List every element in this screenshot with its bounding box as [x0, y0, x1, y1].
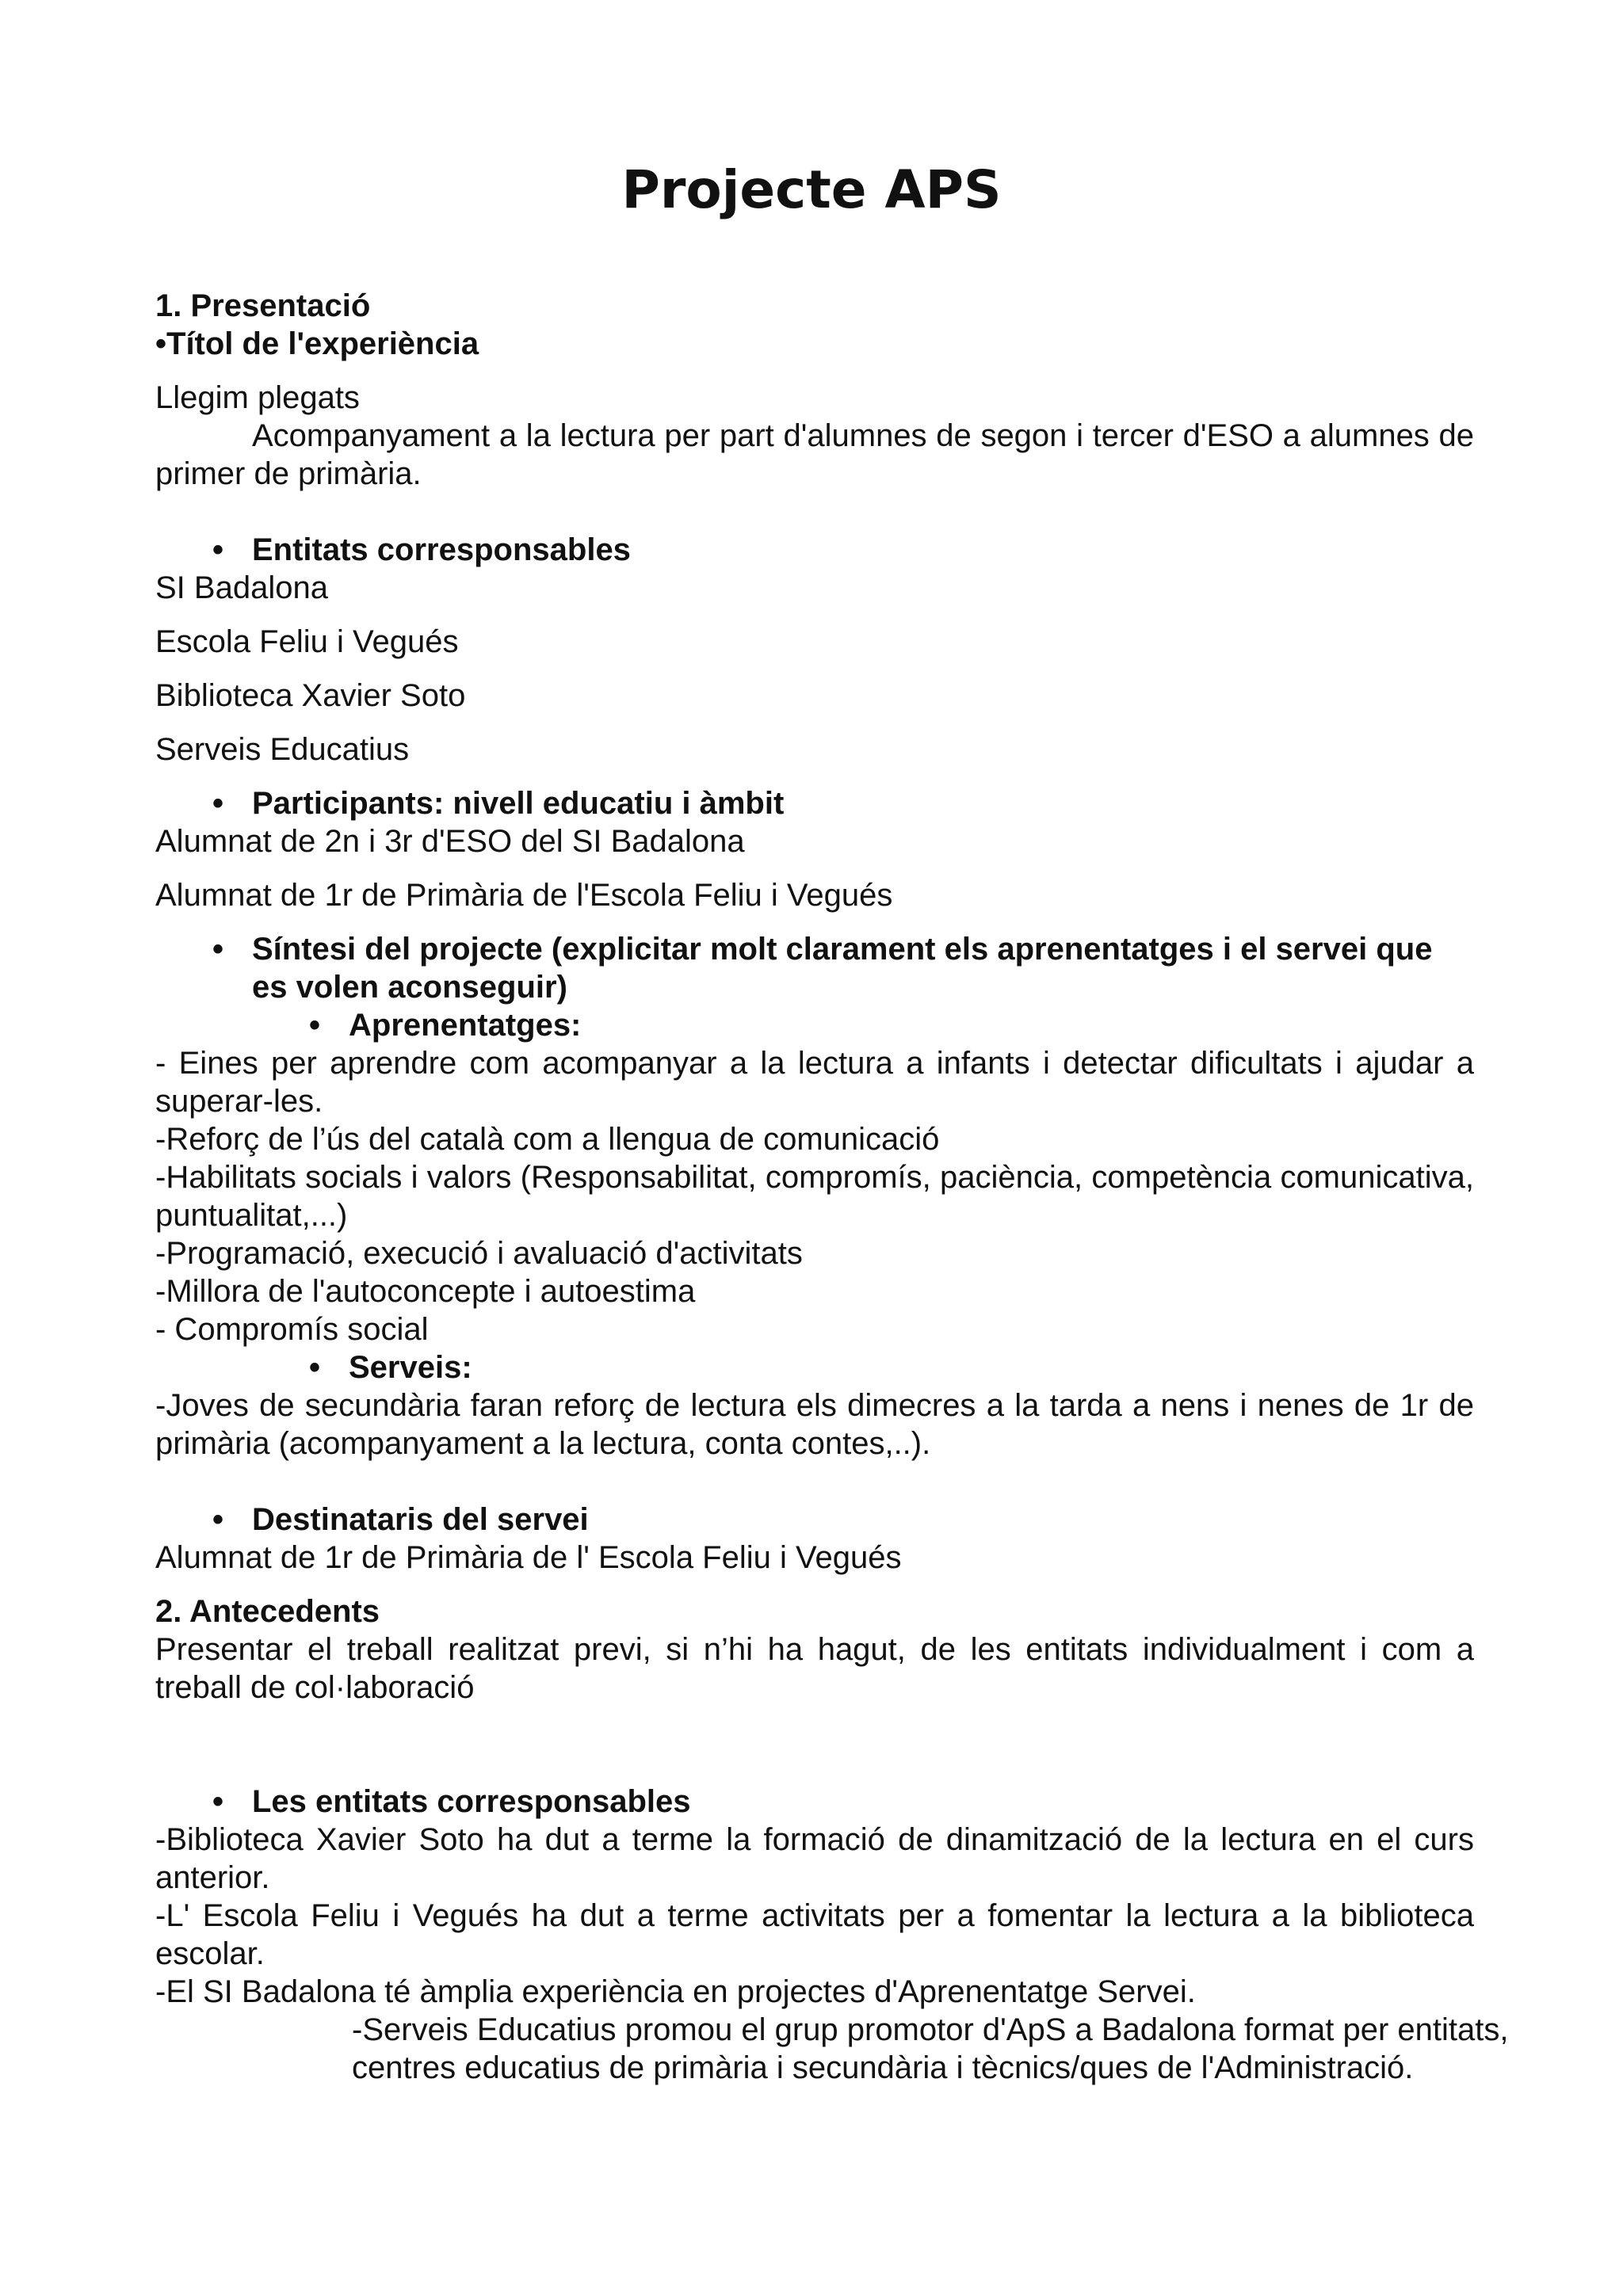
- experience-title: Llegim plegats: [155, 380, 360, 415]
- les-entitats-heading-text: Les entitats corresponsables: [252, 1784, 691, 1819]
- bullet-icon: •: [212, 786, 224, 821]
- entitat-item: Escola Feliu i Vegués: [155, 624, 459, 659]
- serveis-educatius-text: -Serveis Educatius promou el grup promotor d'ApS a Badalona format per entitats, centres educatius de primària i secundària i tècnics/ques de l'Administració.: [352, 2012, 1509, 2085]
- entitat-item: SI Badalona: [155, 570, 328, 605]
- bullet-icon: •: [212, 532, 224, 567]
- antecedent-item: -El SI Badalona té àmplia experiència en projectes d'Aprenentatge Servei.: [155, 1974, 1196, 2009]
- bullet-icon: •: [309, 1350, 321, 1385]
- aprenentatge-item: - Eines per aprendre com acompanyar a la lectura a infants i detectar dificultats i ajudar a superar-les.: [155, 1046, 1474, 1119]
- serveis-heading: [155, 1348, 1474, 1386]
- participants-heading-text: Participants: nivell educatiu i àmbit: [252, 786, 785, 821]
- section-2-text: Presentar el treball realitzat previ, si n’hi ha hagut, de les entitats individualment i com a treball de col·laboració: [155, 1632, 1474, 1705]
- antecedent-item: -Biblioteca Xavier Soto ha dut a terme la formació de dinamització de la lectura en el curs anterior.: [155, 1822, 1474, 1895]
- entitats-heading: [155, 531, 1474, 569]
- aprenentatge-item: -Programació, execució i avaluació d'activitats: [155, 1236, 803, 1271]
- aprenentatge-item: -Millora de l'autoconcepte i autoestima: [155, 1274, 696, 1309]
- aprenentatge-item: -Habilitats socials i valors (Responsabilitat, compromís, paciència, competència comunicativa, puntualitat,...): [155, 1160, 1474, 1233]
- entitats-heading-text: Entitats corresponsables: [252, 532, 631, 567]
- section-1-heading: 1. Presentació: [155, 288, 371, 323]
- experience-title-label: •Títol de l'experiència: [155, 326, 479, 361]
- entitat-item: Serveis Educatius: [155, 732, 410, 767]
- aprenentatges-heading: [155, 1006, 1474, 1044]
- participant-item: Alumnat de 1r de Primària de l'Escola Feliu i Vegués: [155, 878, 893, 913]
- experience-description: Acompanyament a la lectura per part d'alumnes de segon i tercer d'ESO a alumnes de primer de primària.: [155, 418, 1474, 491]
- bullet-icon: •: [212, 1784, 224, 1819]
- serveis-text: -Joves de secundària faran reforç de lectura els dimecres a la tarda a nens i nenes de 1r de primària (acompanyament a la lectura, conta contes,..).: [155, 1388, 1474, 1461]
- participants-heading: [155, 784, 1474, 822]
- document-title: Projecte APS: [621, 159, 1002, 220]
- entitat-item: Biblioteca Xavier Soto: [155, 678, 466, 713]
- section-2-heading: 2. Antecedents: [155, 1594, 380, 1629]
- document-body: [155, 287, 1509, 2087]
- aprenentatge-item: - Compromís social: [155, 1312, 429, 1347]
- destinataris-heading-text: Destinataris del servei: [252, 1502, 589, 1537]
- destinataris-heading: [155, 1501, 1474, 1539]
- destinataris-text: Alumnat de 1r de Primària de l' Escola Feliu i Vegués: [155, 1540, 902, 1575]
- bullet-icon: •: [309, 1008, 321, 1043]
- serveis-heading-text: Serveis:: [349, 1350, 472, 1385]
- les-entitats-heading: [155, 1783, 1474, 1821]
- bullet-icon: •: [212, 932, 224, 967]
- sintesi-heading: [155, 930, 1474, 1006]
- aprenentatge-item: -Reforç de l’ús del català com a llengua de comunicació: [155, 1122, 940, 1157]
- bullet-icon: •: [212, 1502, 224, 1537]
- antecedent-item: -L' Escola Feliu i Vegués ha dut a terme activitats per a fomentar la lectura a la biblioteca escolar.: [155, 1898, 1474, 1971]
- participant-item: Alumnat de 2n i 3r d'ESO del SI Badalona: [155, 824, 745, 859]
- sintesi-heading-text: Síntesi del projecte (explicitar molt clarament els aprenentatges i el servei que es volen aconseguir): [252, 932, 1433, 1005]
- aprenentatges-heading-text: Aprenentatges:: [349, 1008, 582, 1043]
